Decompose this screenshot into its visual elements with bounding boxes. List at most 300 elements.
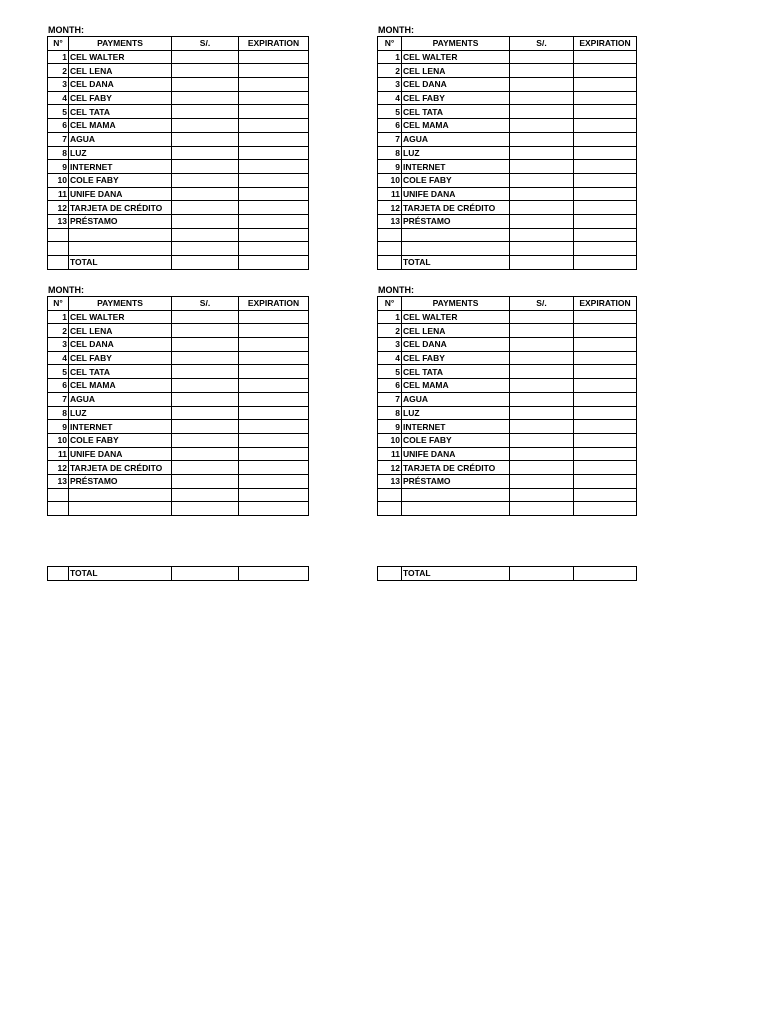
amount-cell[interactable] <box>172 461 239 475</box>
expiration-cell[interactable] <box>239 50 309 64</box>
total-num-cell[interactable] <box>48 567 69 581</box>
table-row <box>378 201 637 215</box>
expiration-cell[interactable] <box>239 338 309 352</box>
payment-name <box>69 488 172 502</box>
expiration-cell[interactable] <box>574 187 637 201</box>
amount-cell[interactable] <box>510 310 574 324</box>
expiration-cell[interactable] <box>574 461 637 475</box>
payments-table <box>377 36 637 270</box>
expiration-cell[interactable] <box>239 502 309 516</box>
payment-name: COLE FABY <box>402 173 510 187</box>
row-number: 7 <box>378 132 402 146</box>
row-number: 13 <box>378 474 402 488</box>
payment-name: INTERNET <box>69 160 172 174</box>
table-row <box>48 365 309 379</box>
header-expiration: EXPIRATION <box>239 37 309 51</box>
amount-cell[interactable] <box>172 91 239 105</box>
payment-name: CEL TATA <box>69 365 172 379</box>
table-row <box>48 64 309 78</box>
row-number: 11 <box>48 187 69 201</box>
amount-cell[interactable] <box>510 78 574 92</box>
expiration-cell[interactable] <box>239 173 309 187</box>
amount-cell[interactable] <box>172 132 239 146</box>
expiration-cell[interactable] <box>574 119 637 133</box>
amount-cell[interactable] <box>172 201 239 215</box>
payment-name: AGUA <box>69 132 172 146</box>
total-label: TOTAL <box>402 567 510 581</box>
table-row <box>48 392 309 406</box>
header-num: N° <box>48 37 69 51</box>
expiration-cell[interactable] <box>574 132 637 146</box>
table-row <box>48 310 309 324</box>
amount-cell[interactable] <box>172 119 239 133</box>
expiration-cell[interactable] <box>574 338 637 352</box>
payment-name: CEL DANA <box>69 338 172 352</box>
table-row <box>378 433 637 447</box>
expiration-cell[interactable] <box>239 420 309 434</box>
expiration-cell[interactable] <box>239 119 309 133</box>
amount-cell[interactable] <box>510 187 574 201</box>
total-num-cell[interactable] <box>378 567 402 581</box>
expiration-cell[interactable] <box>574 324 637 338</box>
table-row <box>378 379 637 393</box>
row-number: 4 <box>378 91 402 105</box>
month-label: MONTH: <box>378 25 414 35</box>
expiration-cell[interactable] <box>239 91 309 105</box>
payment-name <box>69 242 172 256</box>
payment-name: UNIFE DANA <box>69 447 172 461</box>
row-number: 9 <box>378 160 402 174</box>
table-row <box>48 146 309 160</box>
amount-cell[interactable] <box>172 173 239 187</box>
amount-cell[interactable] <box>172 447 239 461</box>
payment-name: PRÉSTAMO <box>69 474 172 488</box>
table-header-row <box>378 297 637 311</box>
row-number: 5 <box>48 365 69 379</box>
row-number: 4 <box>48 351 69 365</box>
expiration-cell[interactable] <box>239 365 309 379</box>
row-number: 3 <box>48 78 69 92</box>
expiration-cell[interactable] <box>239 351 309 365</box>
row-number: 12 <box>48 461 69 475</box>
row-number: 3 <box>378 338 402 352</box>
expiration-cell[interactable] <box>239 447 309 461</box>
payment-name: PRÉSTAMO <box>402 214 510 228</box>
payment-name: TARJETA DE CRÉDITO <box>402 461 510 475</box>
expiration-cell[interactable] <box>239 379 309 393</box>
blank-row <box>48 242 309 256</box>
amount-cell[interactable] <box>510 433 574 447</box>
payment-name: CEL MAMA <box>69 119 172 133</box>
row-number: 8 <box>48 146 69 160</box>
amount-cell[interactable] <box>510 132 574 146</box>
expiration-cell[interactable] <box>239 201 309 215</box>
expiration-cell[interactable] <box>574 406 637 420</box>
amount-cell[interactable] <box>510 392 574 406</box>
expiration-cell[interactable] <box>239 160 309 174</box>
payment-name <box>402 228 510 242</box>
payment-name: CEL MAMA <box>402 119 510 133</box>
amount-cell[interactable] <box>172 433 239 447</box>
payment-name <box>69 228 172 242</box>
header-amount: S/. <box>510 297 574 311</box>
amount-cell[interactable] <box>172 365 239 379</box>
row-number: 12 <box>48 201 69 215</box>
amount-cell[interactable] <box>510 50 574 64</box>
row-number: 13 <box>48 474 69 488</box>
total-expiration-cell[interactable] <box>239 256 309 270</box>
amount-cell[interactable] <box>510 91 574 105</box>
expiration-cell[interactable] <box>239 228 309 242</box>
payment-sheet-1 <box>47 24 309 270</box>
total-amount-cell[interactable] <box>510 567 574 581</box>
expiration-cell[interactable] <box>239 474 309 488</box>
payment-name: COLE FABY <box>402 433 510 447</box>
amount-cell[interactable] <box>510 351 574 365</box>
blank-row <box>48 228 309 242</box>
total-amount-cell[interactable] <box>510 256 574 270</box>
row-number: 13 <box>48 214 69 228</box>
amount-cell[interactable] <box>510 201 574 215</box>
amount-cell[interactable] <box>510 146 574 160</box>
table-row <box>378 351 637 365</box>
total-row <box>48 567 309 581</box>
row-number <box>48 228 69 242</box>
amount-cell[interactable] <box>510 214 574 228</box>
payment-name: CEL WALTER <box>402 310 510 324</box>
row-number: 10 <box>48 433 69 447</box>
table-row <box>48 105 309 119</box>
payment-name: CEL DANA <box>402 338 510 352</box>
expiration-cell[interactable] <box>574 173 637 187</box>
row-number: 5 <box>378 365 402 379</box>
expiration-cell[interactable] <box>239 324 309 338</box>
payment-name: CEL DANA <box>69 78 172 92</box>
payment-name: PRÉSTAMO <box>402 474 510 488</box>
expiration-cell[interactable] <box>574 379 637 393</box>
row-number: 1 <box>378 310 402 324</box>
expiration-cell[interactable] <box>239 214 309 228</box>
header-expiration: EXPIRATION <box>239 297 309 311</box>
payment-name <box>402 242 510 256</box>
amount-cell[interactable] <box>172 105 239 119</box>
row-number: 8 <box>48 406 69 420</box>
expiration-cell[interactable] <box>574 91 637 105</box>
expiration-cell[interactable] <box>574 351 637 365</box>
amount-cell[interactable] <box>172 78 239 92</box>
expiration-cell[interactable] <box>239 433 309 447</box>
payment-name: CEL MAMA <box>402 379 510 393</box>
row-number: 4 <box>378 351 402 365</box>
total-row <box>378 567 637 581</box>
row-number: 11 <box>378 187 402 201</box>
row-number: 3 <box>378 78 402 92</box>
payment-name: PRÉSTAMO <box>69 214 172 228</box>
table-row <box>378 105 637 119</box>
payment-name: CEL LENA <box>402 64 510 78</box>
total-num-cell[interactable] <box>48 256 69 270</box>
expiration-cell[interactable] <box>574 160 637 174</box>
expiration-cell[interactable] <box>239 132 309 146</box>
expiration-cell[interactable] <box>574 146 637 160</box>
blank-row <box>48 502 309 516</box>
payment-name: CEL TATA <box>69 105 172 119</box>
header-amount: S/. <box>172 37 239 51</box>
table-row <box>378 324 637 338</box>
payment-name: CEL LENA <box>402 324 510 338</box>
amount-cell[interactable] <box>172 392 239 406</box>
expiration-cell[interactable] <box>239 146 309 160</box>
expiration-cell[interactable] <box>574 310 637 324</box>
table-row <box>48 324 309 338</box>
expiration-cell[interactable] <box>574 242 637 256</box>
amount-cell[interactable] <box>510 119 574 133</box>
row-number: 7 <box>48 132 69 146</box>
rows-body <box>378 50 637 255</box>
amount-cell[interactable] <box>172 214 239 228</box>
amount-cell[interactable] <box>510 242 574 256</box>
payment-name: CEL FABY <box>402 351 510 365</box>
table-row <box>378 420 637 434</box>
payment-name: CEL LENA <box>69 324 172 338</box>
expiration-cell[interactable] <box>574 105 637 119</box>
payment-sheet-4 <box>377 284 637 516</box>
table-row <box>48 160 309 174</box>
payments-table <box>47 296 309 516</box>
table-row <box>48 447 309 461</box>
total-expiration-cell[interactable] <box>574 256 637 270</box>
amount-cell[interactable] <box>510 365 574 379</box>
expiration-cell[interactable] <box>239 242 309 256</box>
row-number: 4 <box>48 91 69 105</box>
payment-name <box>69 502 172 516</box>
expiration-cell[interactable] <box>574 488 637 502</box>
amount-cell[interactable] <box>510 406 574 420</box>
header-payments: PAYMENTS <box>402 37 510 51</box>
total-row <box>48 256 309 270</box>
amount-cell[interactable] <box>510 420 574 434</box>
amount-cell[interactable] <box>172 351 239 365</box>
row-number: 1 <box>48 50 69 64</box>
row-number: 13 <box>378 214 402 228</box>
amount-cell[interactable] <box>510 488 574 502</box>
row-number: 6 <box>48 119 69 133</box>
row-number: 1 <box>378 50 402 64</box>
amount-cell[interactable] <box>172 242 239 256</box>
table-row <box>378 406 637 420</box>
expiration-cell[interactable] <box>574 64 637 78</box>
payment-name: INTERNET <box>69 420 172 434</box>
payment-name: AGUA <box>402 132 510 146</box>
table-row <box>378 146 637 160</box>
table-row <box>48 187 309 201</box>
expiration-cell[interactable] <box>239 310 309 324</box>
table-row <box>378 64 637 78</box>
amount-cell[interactable] <box>510 502 574 516</box>
amount-cell[interactable] <box>510 461 574 475</box>
amount-cell[interactable] <box>510 474 574 488</box>
payment-name: AGUA <box>402 392 510 406</box>
rows-body <box>378 310 637 515</box>
expiration-cell[interactable] <box>574 214 637 228</box>
amount-cell[interactable] <box>172 160 239 174</box>
amount-cell[interactable] <box>172 310 239 324</box>
payment-name <box>402 488 510 502</box>
header-payments: PAYMENTS <box>69 37 172 51</box>
expiration-cell[interactable] <box>239 406 309 420</box>
blank-row <box>48 488 309 502</box>
table-row <box>378 91 637 105</box>
payment-name: CEL FABY <box>69 91 172 105</box>
total-row <box>378 256 637 270</box>
amount-cell[interactable] <box>172 338 239 352</box>
table-row <box>378 132 637 146</box>
amount-cell[interactable] <box>172 64 239 78</box>
table-row <box>378 119 637 133</box>
total-table-4 <box>377 566 637 581</box>
payment-sheet-3 <box>47 284 309 516</box>
total-expiration-cell[interactable] <box>574 567 637 581</box>
payments-table <box>377 296 637 516</box>
amount-cell[interactable] <box>172 474 239 488</box>
payment-name: AGUA <box>69 392 172 406</box>
table-row <box>378 447 637 461</box>
payments-table <box>47 36 309 270</box>
month-label: MONTH: <box>48 285 84 295</box>
row-number: 10 <box>378 173 402 187</box>
table-row <box>48 338 309 352</box>
table-row <box>378 187 637 201</box>
amount-cell[interactable] <box>510 64 574 78</box>
total-num-cell[interactable] <box>378 256 402 270</box>
amount-cell[interactable] <box>172 420 239 434</box>
total-table-3 <box>47 566 309 581</box>
amount-cell[interactable] <box>172 146 239 160</box>
header-expiration: EXPIRATION <box>574 37 637 51</box>
amount-cell[interactable] <box>172 406 239 420</box>
table-header-row <box>48 297 309 311</box>
amount-cell[interactable] <box>172 187 239 201</box>
expiration-cell[interactable] <box>574 365 637 379</box>
expiration-cell[interactable] <box>574 50 637 64</box>
table-row <box>48 406 309 420</box>
table-row <box>378 392 637 406</box>
payment-name: CEL WALTER <box>69 50 172 64</box>
header-expiration: EXPIRATION <box>574 297 637 311</box>
total-amount-cell[interactable] <box>172 567 239 581</box>
expiration-cell[interactable] <box>239 461 309 475</box>
expiration-cell[interactable] <box>574 447 637 461</box>
expiration-cell[interactable] <box>239 187 309 201</box>
amount-cell[interactable] <box>172 379 239 393</box>
amount-cell[interactable] <box>172 228 239 242</box>
amount-cell[interactable] <box>510 447 574 461</box>
row-number: 8 <box>378 406 402 420</box>
amount-cell[interactable] <box>510 338 574 352</box>
table-row <box>48 474 309 488</box>
expiration-cell[interactable] <box>239 105 309 119</box>
header-payments: PAYMENTS <box>69 297 172 311</box>
amount-cell[interactable] <box>510 105 574 119</box>
payment-name: INTERNET <box>402 160 510 174</box>
header-num: N° <box>378 37 402 51</box>
payment-name: TARJETA DE CRÉDITO <box>69 201 172 215</box>
row-number: 12 <box>378 201 402 215</box>
row-number: 2 <box>378 324 402 338</box>
row-number <box>48 242 69 256</box>
payment-name: COLE FABY <box>69 433 172 447</box>
amount-cell[interactable] <box>510 228 574 242</box>
payment-name: CEL TATA <box>402 365 510 379</box>
table-header-row <box>378 37 637 51</box>
header-payments: PAYMENTS <box>402 297 510 311</box>
row-number: 6 <box>378 379 402 393</box>
total-label: TOTAL <box>402 256 510 270</box>
payment-name: LUZ <box>402 406 510 420</box>
table-row <box>48 91 309 105</box>
payment-name: UNIFE DANA <box>402 187 510 201</box>
row-number: 5 <box>378 105 402 119</box>
expiration-cell[interactable] <box>574 502 637 516</box>
payment-name: UNIFE DANA <box>69 187 172 201</box>
expiration-cell[interactable] <box>574 433 637 447</box>
payment-name: CEL FABY <box>69 351 172 365</box>
amount-cell[interactable] <box>172 324 239 338</box>
amount-cell[interactable] <box>510 173 574 187</box>
total-label: TOTAL <box>69 567 172 581</box>
amount-cell[interactable] <box>510 160 574 174</box>
amount-cell[interactable] <box>172 50 239 64</box>
table-row <box>378 50 637 64</box>
expiration-cell[interactable] <box>574 392 637 406</box>
row-number: 2 <box>48 324 69 338</box>
table-row <box>378 365 637 379</box>
total-amount-cell[interactable] <box>172 256 239 270</box>
row-number <box>378 502 402 516</box>
expiration-cell[interactable] <box>239 64 309 78</box>
header-num: N° <box>48 297 69 311</box>
table-header-row <box>48 37 309 51</box>
amount-cell[interactable] <box>510 324 574 338</box>
expiration-cell[interactable] <box>574 474 637 488</box>
payment-name: LUZ <box>69 406 172 420</box>
expiration-cell[interactable] <box>574 228 637 242</box>
expiration-cell[interactable] <box>574 420 637 434</box>
payment-name: TARJETA DE CRÉDITO <box>402 201 510 215</box>
row-number: 5 <box>48 105 69 119</box>
table-row <box>378 461 637 475</box>
expiration-cell[interactable] <box>239 78 309 92</box>
total-expiration-cell[interactable] <box>239 567 309 581</box>
amount-cell[interactable] <box>510 379 574 393</box>
payment-name: CEL DANA <box>402 78 510 92</box>
blank-row <box>378 228 637 242</box>
payment-name: CEL TATA <box>402 105 510 119</box>
row-number: 1 <box>48 310 69 324</box>
payment-sheet-2 <box>377 24 637 270</box>
row-number <box>378 242 402 256</box>
expiration-cell[interactable] <box>239 488 309 502</box>
expiration-cell[interactable] <box>574 78 637 92</box>
amount-cell[interactable] <box>172 488 239 502</box>
expiration-cell[interactable] <box>239 392 309 406</box>
table-row <box>48 379 309 393</box>
amount-cell[interactable] <box>172 502 239 516</box>
row-number: 10 <box>378 433 402 447</box>
expiration-cell[interactable] <box>574 201 637 215</box>
payment-name <box>402 502 510 516</box>
payment-name: TARJETA DE CRÉDITO <box>69 461 172 475</box>
